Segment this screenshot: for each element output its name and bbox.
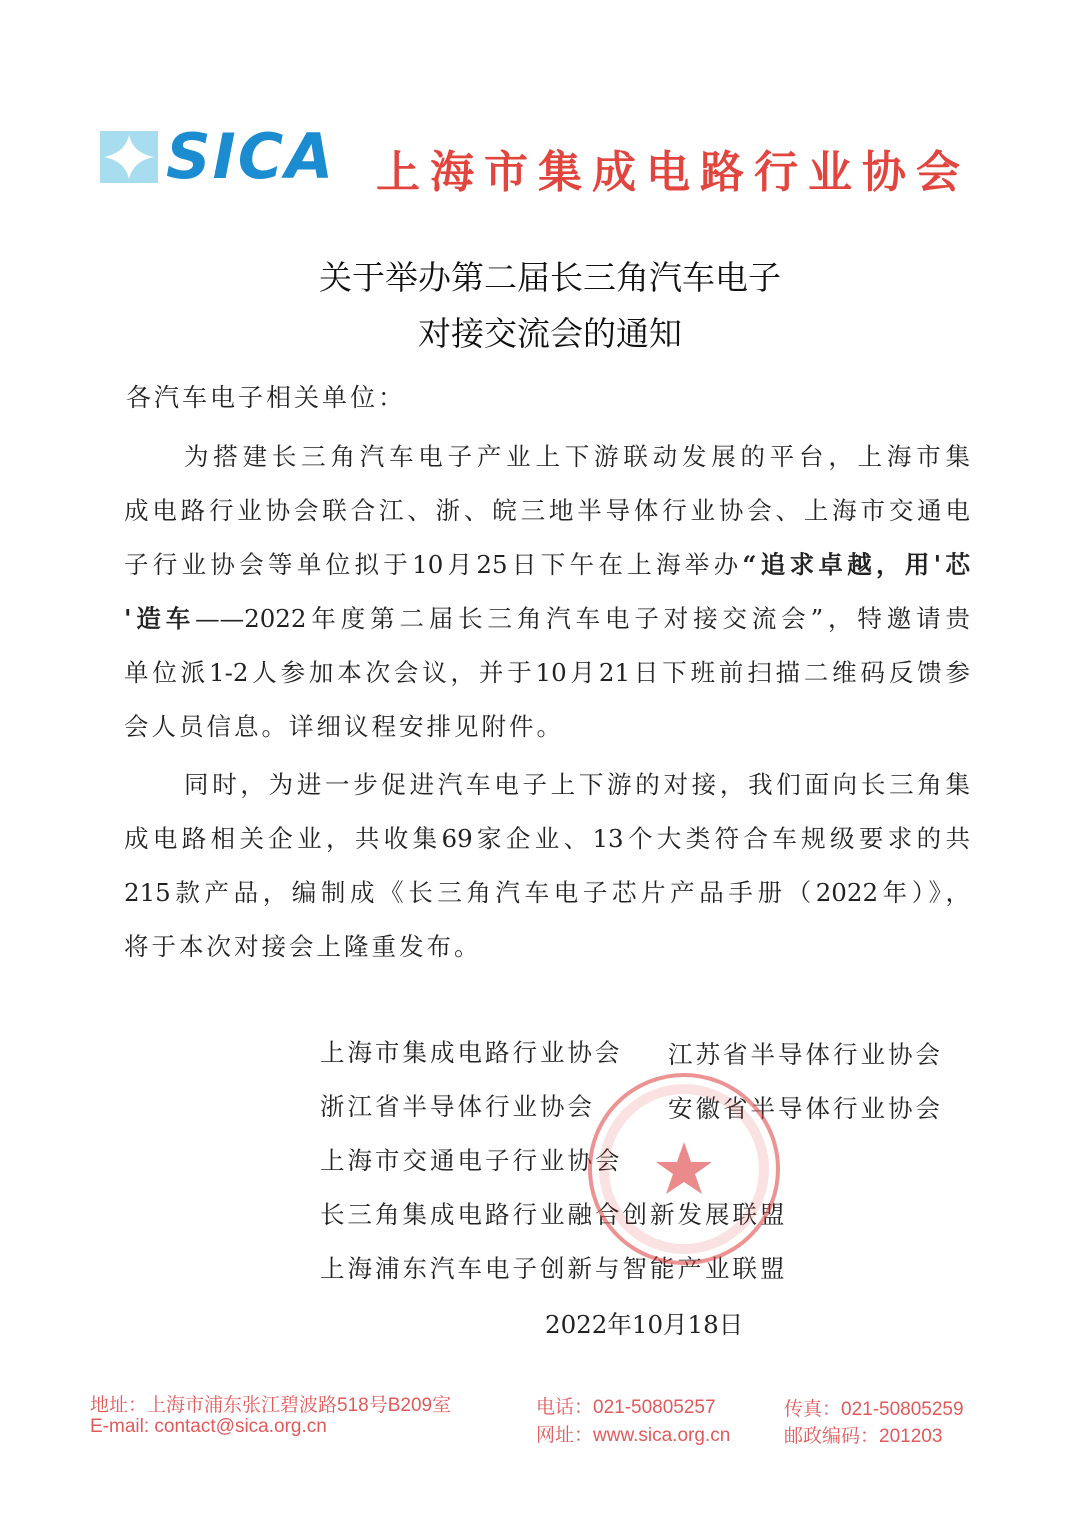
logo-diamond-icon [100, 131, 158, 183]
footer-website: 网址：www.sica.org.cn [536, 1425, 731, 1446]
text-segment: 为搭建长三角汽车电子产业上下游联动发展的平台，上海市集 [184, 442, 970, 471]
signatory: 江苏省半导体行业协会 [668, 1040, 943, 1069]
text-segment: 子行业协会等单位拟于10月25日下午在上海举办 [124, 550, 743, 579]
paragraph-line [124, 928, 970, 963]
paragraph-line [124, 492, 970, 527]
salutation: 各汽车电子相关单位： [126, 383, 407, 412]
footer-postcode: 邮政编码：201203 [784, 1426, 943, 1447]
bold-text: “追求卓越，用'芯 [742, 550, 970, 579]
document-title-line-1: 关于举办第二届长三角汽车电子 [319, 258, 781, 297]
paragraph-line [124, 820, 970, 855]
signatory: 长三角集成电路行业融合创新发展联盟 [320, 1200, 788, 1229]
text-segment: 成电路行业协会联合江、浙、皖三地半导体行业协会、上海市交通电 [124, 496, 970, 525]
paragraph-line [124, 708, 970, 743]
paragraph-line [124, 600, 970, 635]
logo-text: SICA [166, 120, 336, 193]
paragraph-line [124, 654, 970, 689]
paragraph-line [184, 438, 970, 473]
signatory: 上海浦东汽车电子创新与智能产业联盟 [320, 1254, 788, 1283]
paragraph-line [124, 874, 970, 909]
text-segment: 会人员信息。详细议程安排见附件。 [124, 712, 564, 741]
signatory: 上海市交通电子行业协会 [320, 1146, 623, 1175]
star-icon [656, 1142, 712, 1194]
document-title-line-2: 对接交流会的通知 [418, 314, 682, 353]
signatory: 安徽省半导体行业协会 [668, 1094, 943, 1123]
text-segment: 成电路相关企业，共收集69家企业、13个大类符合车规级要求的共 [124, 824, 970, 853]
footer-email: E-mail: contact@sica.org.cn [90, 1416, 327, 1437]
signatory: 上海市集成电路行业协会 [320, 1038, 623, 1067]
text-segment: 同时，为进一步促进汽车电子上下游的对接，我们面向长三角集 [184, 770, 970, 799]
sica-logo [100, 120, 336, 193]
bold-text: '造车 [124, 604, 196, 633]
text-segment: ——2022年度第二届长三角汽车电子对接交流会”，特邀请贵 [195, 604, 970, 633]
signatory: 浙江省半导体行业协会 [320, 1092, 595, 1121]
org-name: 上海市集成电路行业协会 [376, 147, 970, 198]
footer-fax: 传真：021-50805259 [784, 1399, 964, 1420]
footer-address: 地址：上海市浦东张江碧波路518号B209室 [90, 1395, 452, 1416]
date: 2022年10月18日 [545, 1310, 744, 1339]
text-segment: 单位派1-2人参加本次会议，并于10月21日下班前扫描二维码反馈参 [124, 658, 970, 687]
footer-phone: 电话：021-50805257 [536, 1397, 716, 1418]
paragraph-line [184, 766, 970, 801]
paragraph-line [124, 546, 970, 581]
text-segment: 将于本次对接会上隆重发布。 [124, 932, 482, 961]
text-segment: 215款产品，编制成《长三角汽车电子芯片产品手册（2022年）》， [124, 878, 970, 907]
